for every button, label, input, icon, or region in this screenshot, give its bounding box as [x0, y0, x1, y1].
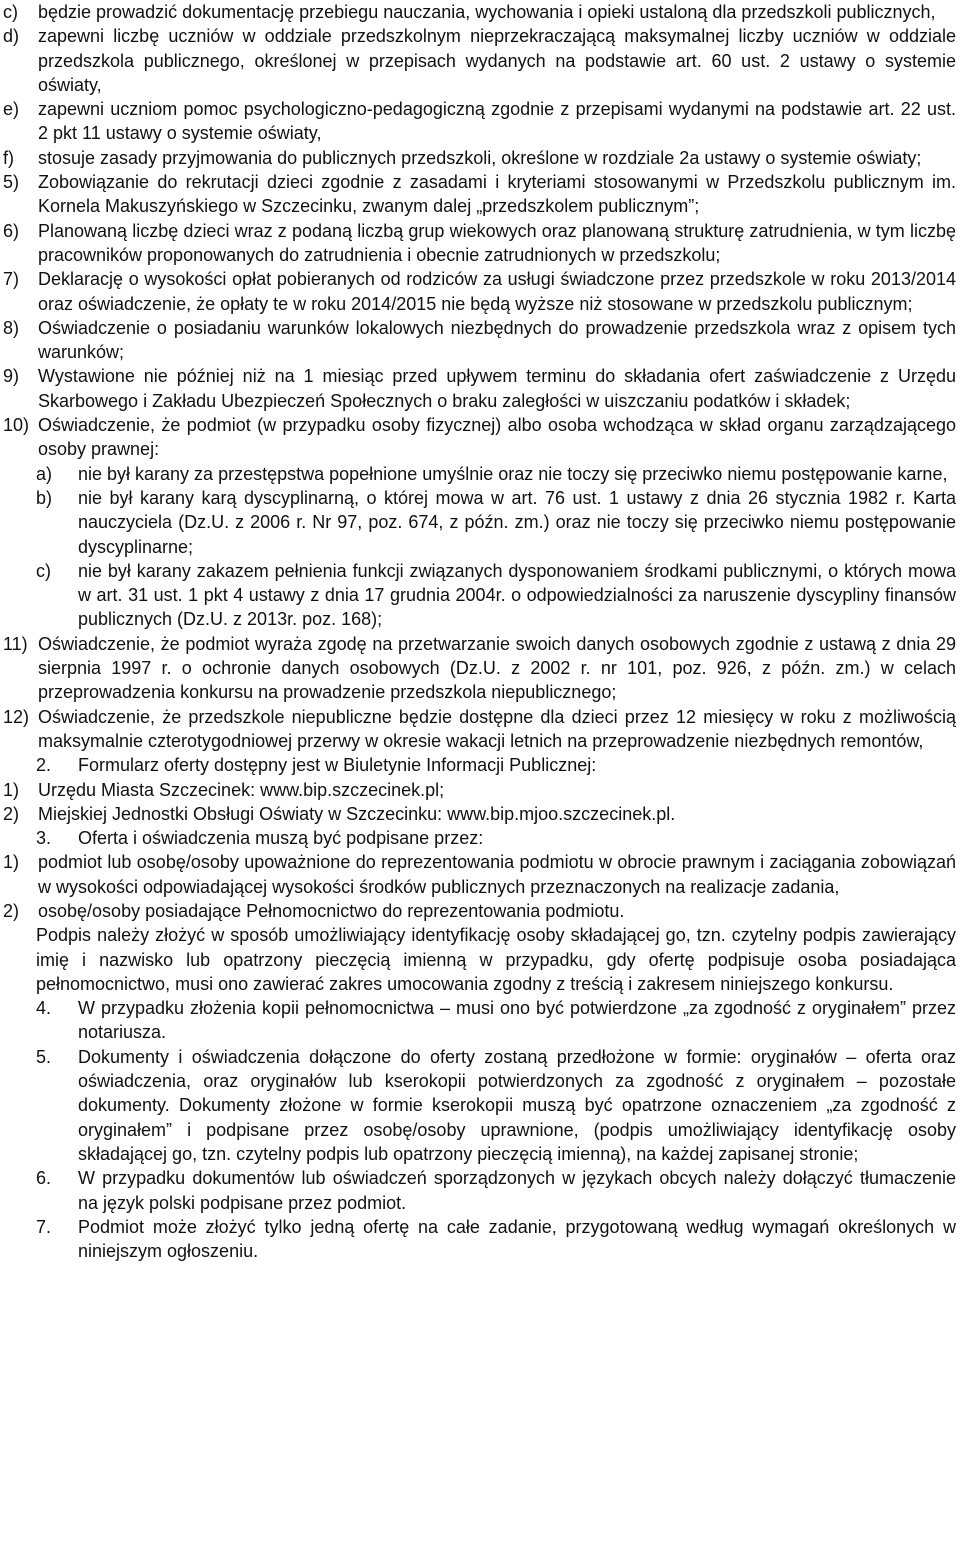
section-text: Formularz oferty dostępny jest w Biuletynie Informacji Publicznej: — [78, 755, 597, 776]
list-text: Miejskiej Jednostki Obsługi Oświaty w Szczecinku: www.bip.mjoo.szczecinek.pl. — [38, 803, 676, 824]
list-marker: 2) — [3, 900, 20, 921]
section-marker: 7. — [36, 1216, 52, 1237]
list-item-c — [3, 0, 956, 24]
section-3 — [3, 826, 956, 850]
section-text: Podmiot może złożyć tylko jedną ofertę na całe zadanie, przygotowaną według wymagań określonych w niniejszym ogłoszeniu. — [78, 1216, 956, 1262]
list-marker: 1) — [3, 779, 20, 800]
section-2-item-2 — [3, 802, 956, 826]
list-text: nie był karany karą dyscyplinarną, o której mowa w art. 76 ust. 1 ustawy z dnia 26 stycznia 1982 r. Karta nauczyciela (Dz.U. z 2006 r. Nr 97, poz. 674, z późn. zm.) oraz nie toczy się przeciwko niemu postępowanie dyscyplinarne; — [78, 487, 956, 557]
list-marker: b) — [36, 487, 53, 508]
list-text: Oświadczenie, że podmiot (w przypadku osoby fizycznej) albo osoba wchodząca w skład organu zarządzającego osoby prawnej: — [38, 415, 956, 460]
list-item-10c — [3, 559, 956, 632]
list-marker: e) — [3, 99, 20, 120]
section-2-item-1 — [3, 778, 956, 802]
section-marker: 2. — [36, 755, 52, 776]
list-item-d — [3, 24, 956, 97]
list-text: Wystawione nie później niż na 1 miesiąc przed upływem terminu do składania ofert zaświadczenie z Urzędu Skarbowego i Zakładu Ubezpieczeń Społecznych o braku zaległości w uiszczaniu podatków i składek; — [38, 366, 956, 411]
list-text: Oświadczenie, że przedszkole niepubliczne będzie dostępne dla dzieci przez 12 miesięcy w roku z możliwością maksymalnie czterotygodniowej przerwy w okresie wakacji letnich na przeprowadzenie niezbędnych remontów, — [38, 706, 956, 751]
list-text: będzie prowadzić dokumentację przebiegu nauczania, wychowania i opieki ustaloną dla przedszkoli publicznych, — [38, 2, 936, 22]
list-text: zapewni uczniom pomoc psychologiczno-pedagogiczną zgodnie z przepisami wydanymi na podstawie art. 22 ust. 2 pkt 11 ustawy o systemie oświaty, — [38, 99, 956, 144]
list-marker: c) — [3, 2, 18, 22]
section-6 — [3, 1166, 956, 1215]
section-7 — [3, 1215, 956, 1264]
list-text: Urzędu Miasta Szczecinek: www.bip.szczecinek.pl; — [38, 779, 445, 800]
list-text: Deklarację o wysokości opłat pobieranych od rodziców za usługi świadczone przez przedszkole w roku 2013/2014 oraz oświadczenie, że opłaty te w roku 2014/2015 nie będą wyższe niż stosowane w przedszkolu publicznym; — [38, 269, 956, 314]
list-marker: 5) — [3, 172, 20, 193]
list-text: stosuje zasady przyjmowania do publicznych przedszkoli, określone w rozdziale 2a ustawy o systemie oświaty; — [38, 147, 922, 168]
section-text: W przypadku złożenia kopii pełnomocnictwa – musi ono być potwierdzone „za zgodność z oryginałem” przez notariusza. — [78, 998, 956, 1043]
list-text: osobę/osoby posiadające Pełnomocnictwo do reprezentowania podmiotu. — [38, 900, 625, 921]
list-marker: 6) — [3, 220, 20, 241]
section-text: Dokumenty i oświadczenia dołączone do oferty zostaną przedłożone w formie: oryginałów – oferta oraz oświadczenia, oraz oryginałów lub kserokopii potwierdzonych za zgodność z oryginałem – pozostałe dokumenty. Dokumenty złożone w formie kserokopii muszą być opatrzone oznaczeniem „za zgodność z oryginałem” i podpisane przez osobę/osoby uprawnione, (podpis umożliwiający identyfikację osoby składającej go, tzn. czytelny podpis lub opatrzony pieczęcią imienną), na każdej zapisanej stronie; — [78, 1046, 956, 1164]
section-3-item-2 — [3, 899, 956, 923]
list-marker: a) — [36, 463, 53, 484]
section-marker: 4. — [36, 998, 52, 1019]
list-marker: 2) — [3, 803, 20, 824]
list-marker: 10) — [3, 415, 30, 436]
section-text: Oferta i oświadczenia muszą być podpisane przez: — [78, 828, 484, 849]
list-marker: 7) — [3, 269, 20, 290]
list-text: Planowaną liczbę dzieci wraz z podaną liczbą grup wiekowych oraz planowaną strukturę zatrudnienia, w tym liczbę pracowników proponowanych do zatrudnienia i obecnie zatrudnionych w przedszkolu; — [38, 220, 956, 265]
list-marker: c) — [36, 560, 51, 581]
section-marker: 5. — [36, 1046, 52, 1067]
list-item-12 — [3, 705, 956, 754]
section-marker: 6. — [36, 1168, 52, 1189]
list-text: nie był karany zakazem pełnienia funkcji związanych dysponowaniem środkami publicznymi, o których mowa w art. 31 ust. 1 pkt 4 ustawy z dnia 17 grudnia 2004r. o odpowiedzialności za naruszenie dyscypliny finansów publicznych (Dz.U. z 2013r. poz. 168); — [78, 560, 956, 630]
list-marker: f) — [3, 147, 14, 168]
list-item-10a — [3, 462, 956, 486]
list-text: zapewni liczbę uczniów w oddziale przedszkolnym nieprzekraczającą maksymalnej liczby uczniów w oddziale przedszkola publicznego, określonej w przepisach wydanych na podstawie art. 60 ust. 2 ustawy o systemie oświaty, — [38, 26, 956, 95]
list-marker: 11) — [3, 633, 28, 654]
section-5 — [3, 1045, 956, 1166]
section-text: W przypadku dokumentów lub oświadczeń sporządzonych w językach obcych należy dołączyć tłumaczenie na język polski podpisane przez podmiot. — [78, 1168, 956, 1213]
list-text: Oświadczenie o posiadaniu warunków lokalowych niezbędnych do prowadzenie przedszkola wraz z opisem tych warunków; — [38, 317, 956, 363]
section-2 — [3, 753, 956, 777]
list-marker: 8) — [3, 317, 20, 338]
list-item-9 — [3, 364, 956, 413]
list-item-10 — [3, 413, 956, 462]
list-text: nie był karany za przestępstwa popełnione umyślnie oraz nie toczy się przeciwko niemu postępowanie karne, — [78, 463, 948, 484]
list-text: podmiot lub osobę/osoby upoważnione do reprezentowania podmiotu w obrocie prawnym i zaciągania zobowiązań w wysokości odpowiadającej wysokości środków publicznych przeznaczonych na realizacje zadania, — [38, 852, 956, 897]
list-item-e — [3, 97, 956, 146]
list-marker: 12) — [3, 706, 30, 727]
list-item-6 — [3, 219, 956, 268]
signature-paragraph: Podpis należy złożyć w sposób umożliwiający identyfikację osoby składającej go, tzn. czytelny podpis zawierający imię i nazwisko lub opatrzony pieczęcią imienną w przypadku, gdy ofertę podpisuje osoba posiadająca pełnomocnictwo, musi ono zawierać zakres umocowania zgodny z treścią i zakresem niniejszego konkursu. — [36, 925, 956, 994]
list-item-5 — [3, 170, 956, 219]
list-item-7 — [3, 267, 956, 316]
section-3-item-1 — [3, 850, 956, 899]
list-text: Oświadczenie, że podmiot wyraża zgodę na przetwarzanie swoich danych osobowych zgodnie z ustawą z dnia 29 sierpnia 1997 r. o ochronie danych osobowych (Dz.U. z 2002 r. nr 101, poz. 926, z późn. zm.) w celach przeprowadzenia konkursu na prowadzenie przedszkola niepublicznego; — [38, 633, 956, 703]
section-marker: 3. — [36, 828, 52, 849]
list-item-11 — [3, 632, 956, 705]
section-4 — [3, 996, 956, 1045]
list-item-10b — [3, 486, 956, 559]
list-item-8 — [3, 316, 956, 365]
list-marker: 9) — [3, 366, 20, 387]
list-text: Zobowiązanie do rekrutacji dzieci zgodnie z zasadami i kryteriami stosowanymi w Przedszkolu publicznym im. Kornela Makuszyńskiego w Szczecinku, zwanym dalej „przedszkolem publicznym”; — [38, 172, 956, 217]
list-item-f — [3, 146, 956, 170]
list-marker: d) — [3, 26, 20, 47]
list-marker: 1) — [3, 852, 20, 873]
